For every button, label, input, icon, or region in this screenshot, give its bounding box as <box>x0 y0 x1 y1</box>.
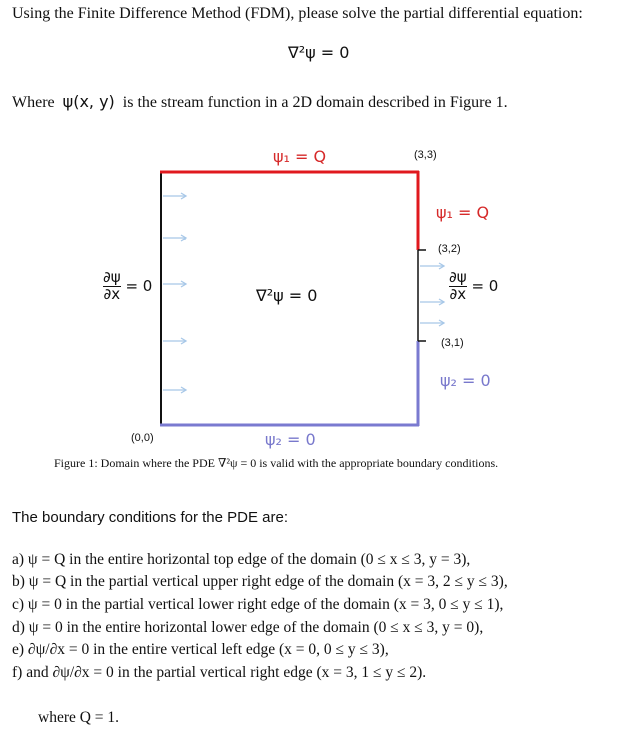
left-denominator: ∂x <box>103 284 121 303</box>
where-var: ψ(x, y) <box>62 92 115 111</box>
right-lower-bc-label: ψ₂ = 0 <box>440 371 491 390</box>
where-suffix: is the stream function in a 2D domain described in Figure 1. <box>122 94 508 111</box>
condition-d: d) ψ = 0 in the entire horizontal lower edge of the domain (0 ≤ x ≤ 3, y = 0), <box>12 619 484 636</box>
main-equation: ∇²ψ = 0 <box>288 43 350 62</box>
where-q: where Q = 1. <box>38 709 120 726</box>
condition-e: e) ∂ψ/∂x = 0 in the entire vertical left edge (x = 0, 0 ≤ y ≤ 3), <box>12 641 389 658</box>
condition-a: a) ψ = Q in the entire horizontal top edge of the domain (0 ≤ x ≤ 3, y = 3), <box>12 551 471 568</box>
condition-b: b) ψ = Q in the partial vertical upper right edge of the domain (x = 3, 2 ≤ y ≤ 3), <box>12 573 508 590</box>
corner-0-0: (0,0) <box>131 432 154 444</box>
corner-3-1: (3,1) <box>441 337 464 349</box>
outflow-arrows <box>420 263 444 326</box>
right-denominator: ∂x <box>449 284 467 303</box>
left-neumann-label <box>103 270 152 303</box>
where-prefix: Where <box>12 94 55 111</box>
inflow-arrows <box>163 193 186 393</box>
bottom-bc-label: ψ₂ = 0 <box>265 430 316 449</box>
condition-c: c) ψ = 0 in the partial vertical lower right edge of the domain (x = 3, 0 ≤ y ≤ 1), <box>12 596 504 613</box>
bc-heading: The boundary conditions for the PDE are: <box>12 509 288 526</box>
right-eq: = 0 <box>471 276 499 295</box>
left-numerator: ∂ψ <box>103 268 121 286</box>
condition-f: f) and ∂ψ/∂x = 0 in the partial vertical right edge (x = 3, 1 ≤ y ≤ 2). <box>12 664 427 681</box>
center-equation: ∇²ψ = 0 <box>256 286 318 305</box>
intro-text: Using the Finite Difference Method (FDM), please solve the partial differential equation: <box>12 5 583 22</box>
right-neumann-label <box>449 270 498 303</box>
top-bc-label: ψ₁ = Q <box>273 147 327 166</box>
corner-3-3: (3,3) <box>414 149 437 161</box>
corner-3-2: (3,2) <box>438 243 461 255</box>
figure-caption: Figure 1: Domain where the PDE ∇²ψ = 0 is valid with the appropriate boundary conditions. <box>54 456 499 470</box>
left-eq: = 0 <box>125 276 153 295</box>
right-upper-bc-label: ψ₁ = Q <box>436 203 490 222</box>
right-numerator: ∂ψ <box>449 268 467 286</box>
